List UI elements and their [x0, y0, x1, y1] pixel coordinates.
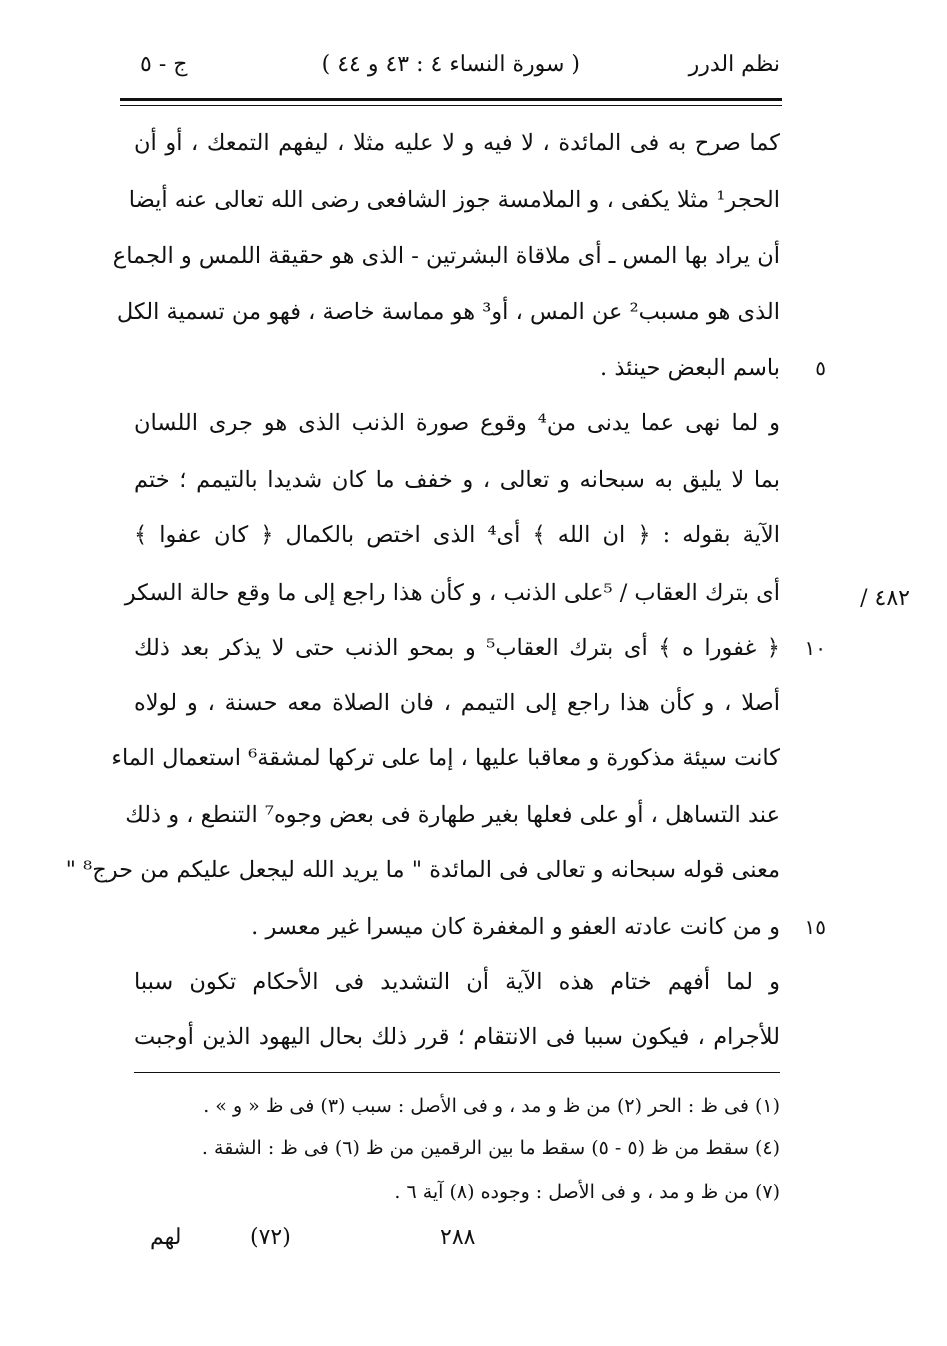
text-line-13: عند التساهل ، أو على فعلها بغير طهارة فى بعض وجوه⁷ التنطع ، و ذلك — [125, 802, 780, 828]
text-line-10: ﴿ غفورا ه ﴾ أى بترك العقاب⁵ و بمحو الذنب حتى لا يذكر بعد ذلك — [134, 635, 780, 661]
text-line-6: و لما نهى عما يدنى من⁴ وقوع صورة الذنب الذى هو جرى اللسان — [134, 410, 780, 436]
line-number-5: ٥ — [815, 356, 826, 380]
footnote-rule — [134, 1072, 780, 1073]
text-line-3: أن يراد بها المس ـ أى ملاقاة البشرتين - الذى هو حقيقة اللمس و الجماع — [112, 243, 780, 269]
header-rule-thin — [120, 105, 782, 106]
text-line-12: كانت سيئة مذكورة و معاقبا عليها ، إما على تركها لمشقة⁶ استعمال الماء — [111, 745, 780, 771]
margin-folio-note: ٤٨٢ / — [860, 586, 910, 611]
text-line-17: للأجرام ، فيكون سببا فى الانتقام ؛ قرر ذلك بحال اليهود الذين أوجبت — [134, 1024, 780, 1050]
text-line-9: أى بترك العقاب / ⁵على الذنب ، و كأن هذا راجع إلى ما وقع حالة السكر — [124, 580, 780, 606]
text-line-5: باسم البعض حينئذ . — [600, 355, 780, 381]
footnote-line-1: (١) فى ظ : الحر (٢) من ظ و مد ، و فى الأصل : سبب (٣) فى ظ « و » . — [203, 1095, 780, 1117]
text-line-8: الآية بقوله : ﴿ ان الله ﴾ أى⁴ الذى اختص بالكمال ﴿ كان عفوا ﴾ — [134, 522, 780, 548]
line-number-10: ١٠ — [804, 636, 826, 660]
surah-reference: ( سورة النساء ٤ : ٤٣ و ٤٤ ) — [321, 52, 580, 77]
text-line-2: الحجر¹ مثلا يكفى ، و الملامسة جوز الشافعى رضى الله تعالى عنه أيضا — [128, 187, 780, 213]
footnote-line-3: (٧) من ظ و مد ، و فى الأصل : وجوده (٨) آية ٦ . — [394, 1181, 780, 1203]
text-line-4: الذى هو مسبب² عن المس ، أو³ هو مماسة خاصة ، فهو من تسمية الكل — [116, 299, 780, 325]
volume-label: ج - ٥ — [140, 52, 188, 77]
text-line-14: معنى قوله سبحانه و تعالى فى المائدة " ما يريد الله ليجعل عليكم من حرج⁸ " — [65, 857, 780, 883]
book-title: نظم الدرر — [688, 52, 780, 77]
footnote-line-2: (٤) سقط من ظ (٥ - ٥) سقط ما بين الرقمين من ظ (٦) فى ظ : الشقة . — [201, 1137, 780, 1159]
text-line-11: أصلا ، و كأن هذا راجع إلى التيمم ، فان الصلاة معه حسنة ، و لولاه — [134, 690, 780, 716]
text-line-15: و من كانت عادته العفو و المغفرة كان ميسرا غير معسر . — [251, 914, 780, 940]
catchword: لهم — [150, 1225, 182, 1250]
signature-mark: (٧٢) — [250, 1225, 291, 1250]
text-line-7: بما لا يليق به سبحانه و تعالى ، و خفف ما كان شديدا بالتيمم ؛ ختم — [134, 467, 780, 493]
header-rule-thick — [120, 98, 782, 101]
page-footer — [140, 1225, 780, 1265]
text-line-1: كما صرح به فى المائدة ، لا فيه و لا عليه مثلا ، ليفهم التمعك ، أو أن — [134, 130, 780, 156]
page-header — [120, 52, 780, 92]
line-number-15: ١٥ — [804, 915, 826, 939]
page-number: ٢٨٨ — [440, 1225, 476, 1250]
text-line-16: و لما أفهم ختام هذه الآية أن التشديد فى الأحكام تكون سببا — [134, 969, 780, 995]
